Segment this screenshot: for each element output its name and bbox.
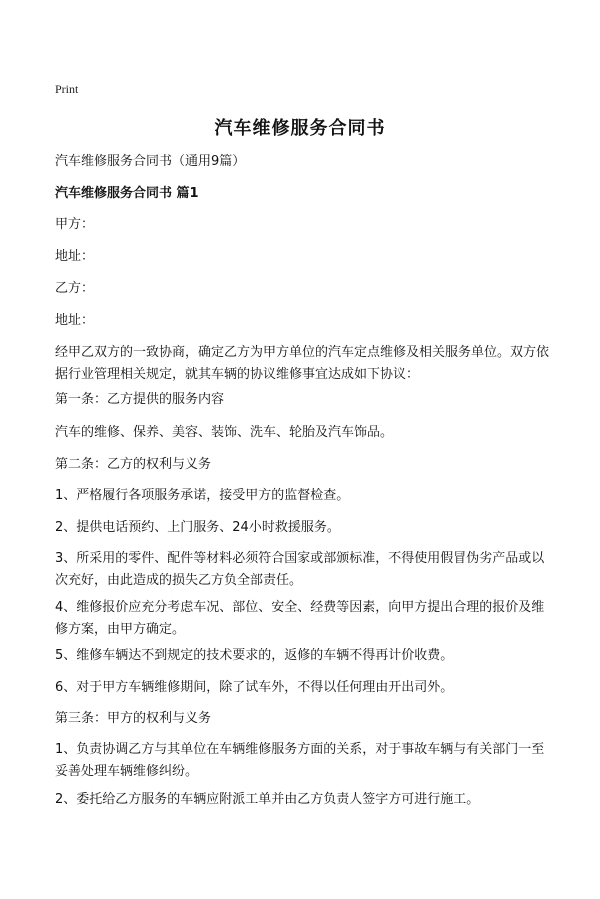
intro-paragraph: 经甲乙双方的一致协商，确定乙方为甲方单位的汽车定点维修及相关服务单位。双方依据行业管理相关规定，就其车辆的协议维修事宜达成如下协议： (55, 345, 550, 382)
address-b-label: 地址： (55, 313, 95, 328)
article1-body: 汽车的维修、保养、美容、装饰、洗车、轮胎及汽车饰品。 (55, 425, 394, 440)
article2-item: 5、维修车辆达不到规定的技术要求的，返修的车辆不得再计价收费。 (55, 648, 454, 663)
document-title: 汽车维修服务合同书 (214, 118, 386, 139)
article2-title: 第二条：乙方的权利与义务 (55, 457, 212, 472)
section-heading: 汽车维修服务合同书 篇1 (55, 186, 199, 201)
article2-item: 4、维修报价应充分考虑车况、部位、安全、经费等因素，向甲方提出合理的报价及维修方案，由甲方确定。 (55, 600, 545, 637)
article2-item: 6、对于甲方车辆维修期间，除了试车外，不得以任何理由开出司外。 (55, 680, 454, 695)
party-a-label: 甲方： (55, 217, 95, 232)
print-link[interactable]: Print (55, 82, 79, 96)
address-a-label: 地址： (55, 249, 95, 264)
document-subtitle: 汽车维修服务合同书（通用9篇） (55, 154, 246, 169)
article3-item: 1、负责协调乙方与其单位在车辆维修服务方面的关系，对于事故车辆与有关部门一至妥善处理车辆维修纠纷。 (55, 742, 545, 779)
article3-title: 第三条：甲方的权利与义务 (55, 711, 212, 726)
article2-item: 2、提供电话预约、上门服务、24小时救援服务。 (55, 520, 340, 535)
article1-title: 第一条：乙方提供的服务内容 (55, 392, 225, 407)
party-b-label: 乙方： (55, 281, 95, 296)
article2-item: 1、严格履行各项服务承诺，接受甲方的监督检查。 (55, 488, 350, 503)
article3-item: 2、委托给乙方服务的车辆应附派工单并由乙方负责人签字方可进行施工。 (55, 792, 480, 807)
article2-item: 3、所采用的零件、配件等材料必须符合国家或部颁标准，不得使用假冒伪劣产品或以次充好，由此造成的损失乙方负全部责任。 (55, 551, 545, 588)
